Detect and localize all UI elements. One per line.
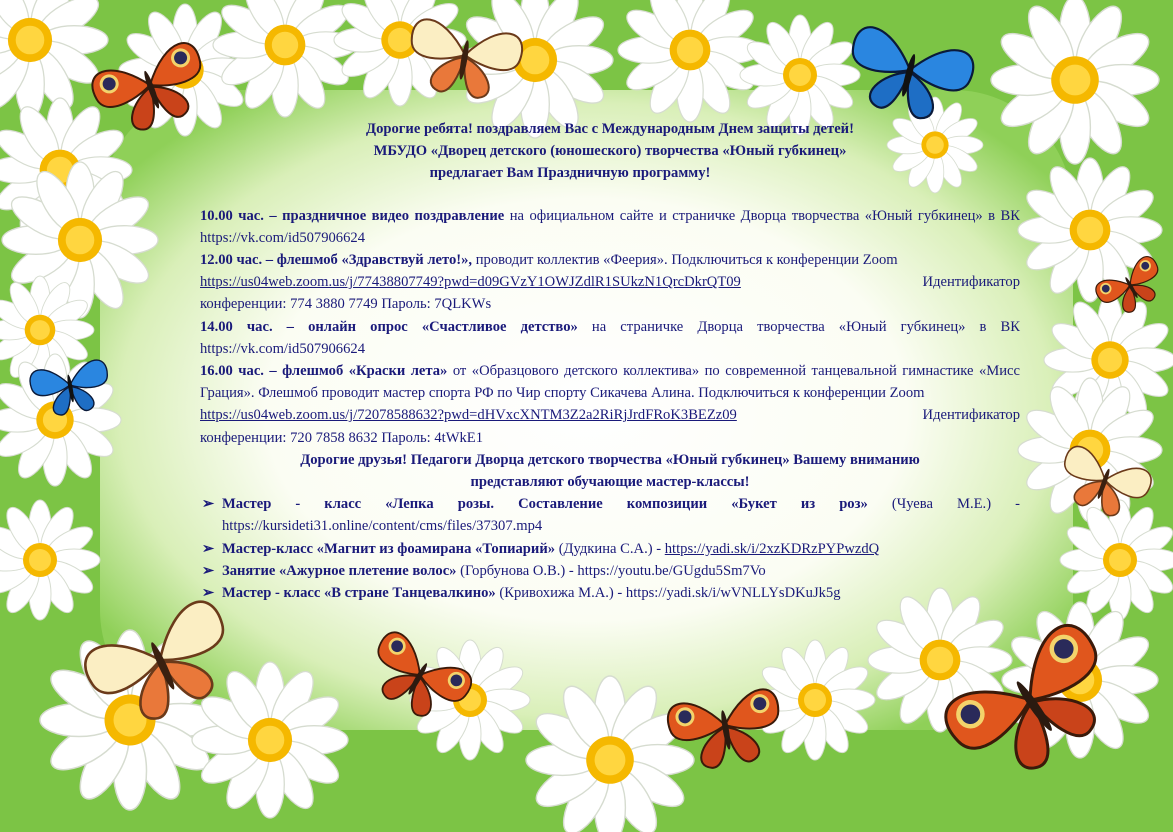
masterclass-details: (Горбунова О.В.) - https://youtu.be/GUgdu5Sm7Vo: [456, 562, 766, 579]
event-3-time: 14.00 час. – онлайн опрос «Счастливое детство»: [200, 318, 578, 335]
greeting-line-2: МБУДО «Дворец детского (юношеского) творчества «Юный губкинец»: [373, 143, 847, 160]
event-1-text: на официальном сайте и страничке Дворца творчества «Юный губкинец» в ВК https://vk.com/id507906624: [200, 207, 1020, 246]
arrow-bullet-icon: ➢: [202, 540, 215, 557]
list-item: [200, 582, 1020, 604]
event-4-id-line: конференции: 720 7858 8632 Пароль: 4tWkE1: [200, 429, 484, 446]
masterclass-header-line-1: Дорогие друзья! Педагоги Дворца детского творчества «Юный губкинец» Вашему вниманию: [300, 451, 920, 468]
event-4-zoom-link[interactable]: https://us04web.zoom.us/j/72078588632?pwd=dHVxcXNTM3Z2a2RiRjJrdFRoK3BEZz09: [200, 407, 737, 424]
list-item: [200, 560, 1020, 582]
event-1-time: 10.00 час. – праздничное видео поздравление: [200, 207, 505, 224]
masterclass-title: Мастер-класс «Магнит из фоамирана «Топиарий»: [222, 540, 556, 557]
arrow-bullet-icon: ➢: [202, 585, 215, 602]
arrow-bullet-icon: ➢: [202, 496, 215, 513]
event-2-zoom-link[interactable]: https://us04web.zoom.us/j/77438807749?pwd=d09GVzY1OWJZdlR1SUkzN1QrcDkrQT09: [200, 274, 741, 291]
masterclass-title: Мастер - класс «Лепка розы. Составление композиции «Букет из роз»: [222, 496, 868, 513]
masterclass-link[interactable]: https://yadi.sk/i/2xzKDRzPYPwzdQ: [664, 540, 880, 557]
event-2-id-line: конференции: 774 3880 7749 Пароль: 7QLKWs: [200, 296, 492, 313]
list-item: [200, 493, 1020, 537]
masterclass-details: (Дудкина С.А.) -: [555, 540, 665, 557]
event-4-id-label: Идентификатор: [922, 407, 1020, 424]
greeting-line-3: предлагает Вам Праздничную программу!: [429, 165, 711, 182]
event-4-time: 16.00 час. – флешмоб «Краски лета»: [200, 363, 448, 380]
arrow-bullet-icon: ➢: [202, 562, 215, 579]
event-3-text: на страничке Дворца творчества «Юный губкинец» в ВК https://vk.com/id507906624: [200, 318, 1020, 357]
event-3: [200, 316, 1020, 360]
event-4: [200, 360, 1020, 404]
event-4-text: от «Образцового детского коллектива» по современной танцевальной гимнастике «Мисс Грация». Флешмоб проводит мастер спорта РФ по Чир спорту Сикачева Алина. Подключиться к конференции Zoom: [200, 363, 1020, 402]
event-4-link-row: [200, 404, 1020, 426]
event-2: [200, 249, 1020, 271]
masterclass-title: Занятие «Ажурное плетение волос»: [222, 562, 457, 579]
masterclass-header-line-2: представляют обучающие мастер-классы!: [470, 474, 750, 491]
event-2-text: проводит коллектив «Феерия». Подключиться к конференции Zoom: [472, 252, 898, 269]
masterclass-title: Мастер - класс «В стране Танцевалкино»: [222, 585, 496, 602]
masterclass-details: (Чуева М.Е.) - https://kursideti31.online/content/cms/files/37307.mp4: [222, 496, 1020, 535]
program-text: [200, 118, 1020, 604]
event-2-time: 12.00 час. – флешмоб «Здравствуй лето!»,: [200, 252, 473, 269]
event-2-id-label: Идентификатор: [922, 274, 1020, 291]
list-item: [200, 538, 1020, 560]
masterclass-list: [200, 493, 1020, 604]
event-2-link-row: [200, 271, 1020, 293]
event-1: [200, 205, 1020, 249]
greeting-line-1: Дорогие ребята! поздравляем Вас с Международным Днем защиты детей!: [366, 121, 854, 137]
masterclass-details: (Кривохижа М.А.) - https://yadi.sk/i/wVNLLYsDKuJk5g: [495, 585, 841, 602]
